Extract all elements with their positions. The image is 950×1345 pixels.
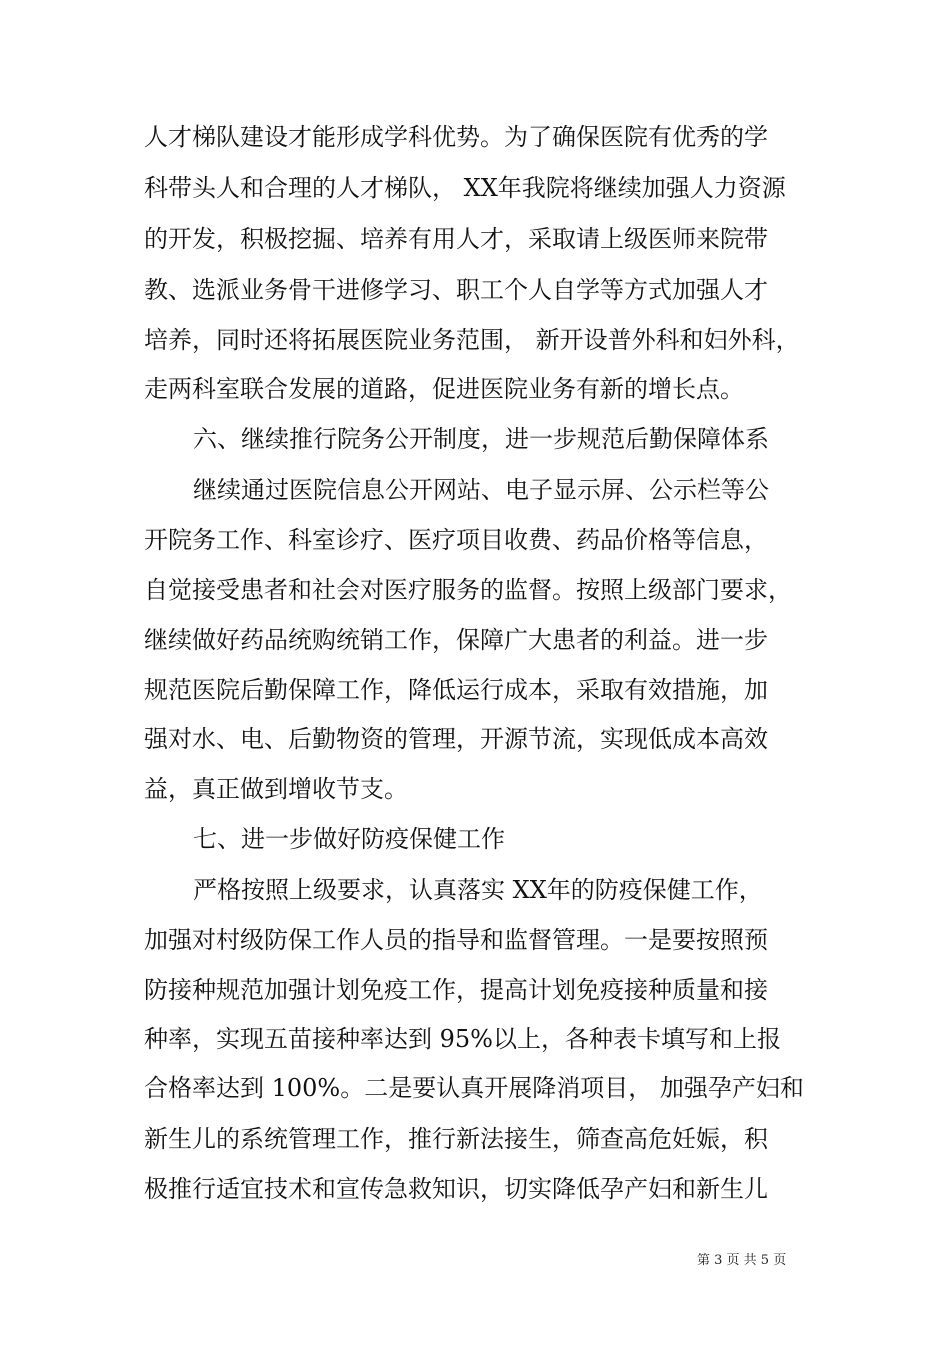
text-line: 教、选派业务骨干进修学习、职工个人自学等方式加强人才 [144,276,768,304]
text-line: 继续做好药品统购统销工作，保障广大患者的利益。进一步 [144,626,768,654]
text-line: 开院务工作、科室诊疗、医疗项目收费、药品价格等信息， [144,526,768,554]
text-line: 强对水、电、后勤物资的管理，开源节流，实现低成本高效 [144,725,768,753]
section-heading: 六、继续推行院务公开制度，进一步规范后勤保障体系 [193,425,769,453]
text-line: 培养，同时还将拓展医院业务范围， 新开设普外科和妇外科， [144,326,800,354]
text-line: 自觉接受患者和社会对医疗服务的监督。按照上级部门要求， [144,576,792,604]
text-line: 科带头人和合理的人才梯队， XX年我院将继续加强人力资源 [144,174,786,202]
text-line: 合格率达到 100%。二是要认真开展降消项目， 加强孕产妇和 [144,1074,804,1102]
text-line: 严格按照上级要求，认真落实 XX年的防疫保健工作， [193,876,763,904]
text-line: 极推行适宜技术和宣传急救知识，切实降低孕产妇和新生儿 [144,1175,768,1203]
text-line: 益，真正做到增收节支。 [144,775,408,803]
text-line: 人才梯队建设才能形成学科优势。为了确保医院有优秀的学 [144,123,768,151]
text-line: 的开发，积极挖掘、培养有用人才，采取请上级医师来院带 [144,225,768,253]
section-heading: 七、进一步做好防疫保健工作 [193,825,505,853]
text-line: 种率，实现五苗接种率达到 95%以上，各种表卡填写和上报 [144,1025,781,1053]
text-line: 防接种规范加强计划免疫工作，提高计划免疫接种质量和接 [144,976,768,1004]
text-line: 走两科室联合发展的道路，促进医院业务有新的增长点。 [144,375,744,403]
text-line: 加强对村级防保工作人员的指导和监督管理。一是要按照预 [144,926,768,954]
text-line: 继续通过医院信息公开网站、电子显示屏、公示栏等公 [193,476,769,504]
page-number-footer: 第 3 页 共 5 页 [697,1253,787,1268]
text-line: 新生儿的系统管理工作，推行新法接生，筛查高危妊娠，积 [144,1125,768,1153]
text-line: 规范医院后勤保障工作，降低运行成本，采取有效措施，加 [144,676,768,704]
